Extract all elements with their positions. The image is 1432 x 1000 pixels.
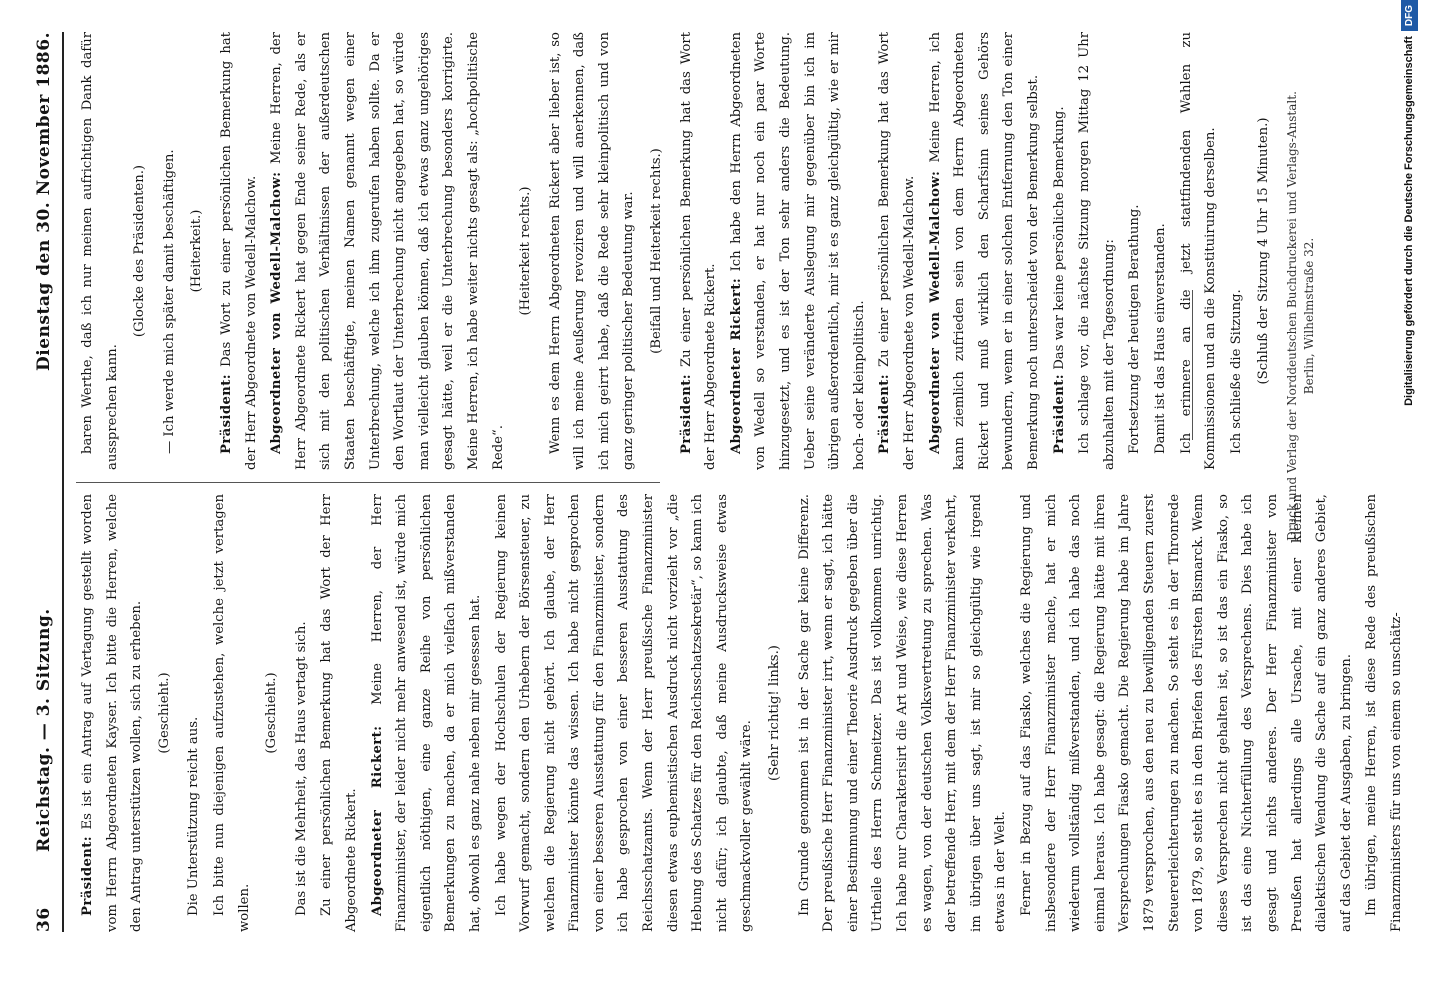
paragraph-text: Es ist ein Antrag auf Vertagung gestellt worden vom Herrn Abgeordneten Kayser. Ich bitte die Herren, welche den Antrag unterstützen wollen, sich zu erheben. xyxy=(80,494,145,932)
paragraph-text: (Sehr richtig! links.) xyxy=(767,645,783,781)
paragraph xyxy=(793,494,1014,932)
paragraph xyxy=(260,494,285,932)
paragraph-text: (Schluß der Sitzung 4 Uhr 15 Minuten.) xyxy=(1256,117,1272,385)
paragraph-text: baren Werthe, daß ich nur meinen aufrichtigen Dank dafür aussprechen kann. xyxy=(80,32,120,470)
paragraph-text: (Geschieht.) xyxy=(156,672,172,754)
paragraph-text: Ich erinnere an die jetzt stattfindenden Wahlen zu Kommissionen und an die Konstituirung derselben. xyxy=(1178,32,1219,470)
paragraph-text: Zu einer persönlichen Bemerkung hat das Wort der Herr Abgeordnete von Wedell-Malchow. xyxy=(877,32,917,470)
paragraph xyxy=(215,32,264,470)
paragraph xyxy=(1175,32,1224,470)
closing-rule xyxy=(1192,290,1193,440)
paragraph xyxy=(924,32,1047,470)
paragraph xyxy=(725,32,873,470)
speaker-name: Abgeordneter Rickert: xyxy=(728,277,744,454)
digitization-text: Digitalisierung gefördert durch die Deutsche Forschungsgemeinschaft xyxy=(1403,36,1415,406)
speaker-name: Präsident: xyxy=(80,835,95,916)
paragraph xyxy=(153,494,178,932)
paragraph-text: Wenn es dem Herrn Abgeordneten Rickert aber lieber ist, so will ich meine Aeußerung revoziren und will anerkennen, daß ich mich geirrt habe, daß die Rede sehr kleinpolitisch und von ganz geringer politischer Bedeutung war. xyxy=(547,32,637,470)
paragraph xyxy=(873,32,922,470)
paragraph xyxy=(1252,32,1277,470)
paragraph xyxy=(675,32,724,470)
paragraph-text: Meine Herren, ich kann ziemlich zufrieden sein von dem Herrn Abgeordneten Rickert und muß wirklich den Scharfsinn seines Gehörs bewundern, wenn er in einer solchen Entfernung den Ton einer Bemerkung noch unterscheidet von der Bemerkung selbst. xyxy=(927,32,1041,470)
right-column xyxy=(76,32,1272,470)
digitization-note xyxy=(1398,0,1420,690)
imprint-line: Druck und Verlag der Norddeutschen Buchdruckerei und Verlags-Anstalt. xyxy=(1285,91,1299,541)
column-divider xyxy=(76,482,660,483)
paragraph-text: Fortsetzung der heutigen Berathung. xyxy=(1127,204,1143,454)
paragraph xyxy=(1225,32,1250,470)
paragraph xyxy=(544,32,642,470)
paragraph xyxy=(645,32,670,470)
paragraph-text: Im Grunde genommen ist in der Sache gar keine Differenz. Der preußische Herr Finanzminister irrt, wenn er sagt, ich hätte einer Bestimmung und einer Theorie Ausdruck gegeben über die Urtheile des Herrn Schmeitzer. Das ist vollkommen unrichtig. Ich habe nur Charakterisirt die Art und Weise, wie diese Herren es wagen, von der deutschen Volksvertretung zu sprechen. Was der betreffende Herr, mit dem der Herr Finanzminister verkehrt, im übrigen über uns sagt, ist mir so gleichgültig wie irgend etwas in der Welt. xyxy=(796,494,1009,932)
paragraph-text: Das war keine persönliche Bemerkung. xyxy=(1051,106,1067,374)
imprint-line: Berlin, Wilhelmstraße 32. xyxy=(1302,237,1316,395)
paragraph-text: — Ich werde mich später damit beschäftigen. xyxy=(161,149,177,454)
paragraph xyxy=(490,494,761,932)
paragraph-text: Ferner in Bezug auf das Fiasko, welches die Regierung und insbesondere der Herr Finanzminister mache, hat er mich wiederum vollständig mißverstanden, und ich habe das noch einmal heraus. Ich habe gesagt: die Regierung hätte mit ihren Versprechungen Fiasko gemacht. Die Regierung habe im Jahre 1879 versprochen, aus den neu zu bewilligenden Steuern zuerst Steuererleichterungen zu machen. So steht es in der Thronrede von 1879, so steht es in den Briefen des Fürsten Bismarck. Wenn dieses Versprechen nicht gehalten ist, so ist das ein Fiasko, so ist das eine Nichterfüllung des Versprechens. Dies habe ich gesagt und nichts anderes. Der Herr Finanzminister von Preußen hat allerdings alle Ursache, mit einer kleinen dialektischen Wendung die Sache auf ein ganz anderes Gebiet, auf das Gebiet der Ausgaben, zu bringen. xyxy=(1018,494,1354,932)
paragraph xyxy=(208,494,257,932)
paragraph-text: Zu einer persönlichen Bemerkung hat das Wort der Herr Abgeordnete Rickert. xyxy=(678,32,719,470)
paragraph-text: Das Wort zu einer persönlichen Bemerkung hat der Herr Abgeordnete von Wedell-Malchow. xyxy=(218,32,259,470)
paragraph xyxy=(514,32,539,470)
paragraph-text: (Heiterkeit.) xyxy=(189,209,205,293)
paragraph xyxy=(185,32,210,470)
paragraph-text: (Beifall und Heiterkeit rechts.) xyxy=(649,148,665,354)
running-head xyxy=(30,32,62,932)
paragraph-text: (Heiterkeit rechts.) xyxy=(518,186,534,316)
paragraph-text: Ich schließe die Sitzung. xyxy=(1228,289,1244,454)
paragraph xyxy=(763,494,788,932)
header-rule xyxy=(62,32,64,932)
dfg-logo: DFG xyxy=(1401,0,1418,31)
paragraph xyxy=(76,494,150,932)
paragraph xyxy=(128,32,153,470)
page-title: Reichstag. — 3. Sitzung. xyxy=(34,608,54,852)
paragraph-text: Ich schlage vor, die nächste Sitzung morgen Mittag 12 Uhr abzuhalten mit der Tagesordnung: xyxy=(1077,32,1117,470)
speaker-name: Präsident: xyxy=(1051,373,1067,454)
page-number: 36 xyxy=(34,907,54,932)
paragraph xyxy=(158,32,183,470)
paragraph-text: Das ist die Mehrheit, das Haus vertagt sich. xyxy=(293,621,309,916)
session-date: Dienstag den 30. November 1886. xyxy=(34,32,54,371)
speaker-name: Präsident: xyxy=(678,373,694,454)
paragraph xyxy=(1048,32,1073,470)
paragraph-text: Ich habe wegen der Hochschulen der Regierung keinen Vorwurf gemacht, sondern den Urhebern der Börsensteuer, zu welchen die Regierung nicht gehört. Ich glaube, der Herr Finanzminister könnte das wissen. Ich habe nicht gesprochen von einer besseren Ausstattung für den Finanzminister, sondern ich habe gesprochen von einer besseren Ausstattung des Reichsschatzamts. Wenn der Herr preußische Finanzminister diesen etwas euphemistischen Ausdruck nicht vorzieht vor „die Hebung des Schatzes für den Reichsschatzsekretär“, so kann ich nicht dafür; ich glaubte, daß meine Ausdrucksweise etwas geschmackvoller gewählt wäre. xyxy=(493,494,755,932)
paragraph-text: (Glocke des Präsidenten.) xyxy=(132,164,148,338)
printer-imprint xyxy=(1284,32,1318,600)
paragraph xyxy=(1149,32,1174,470)
paragraph-text: Meine Herren, der Herr Abgeordnete Rickert hat gegen Ende seiner Rede, als er sich mit den politischen Verhältnissen der außerdeutschen Staaten beschäftigte, meinen Namen genannt wegen einer Unterbrechung, welche ich ihm zugerufen haben sollte. Da er den Wortlaut der Unterbrechung nicht angegeben hat, so würde man vielleicht glauben können, daß ich etwas ganz ungehöriges gesagt hätte, weil er die Unterbrechung besonders korrigirte. Meine Herren, ich habe weiter nichts gesagt als: „hochpolitische Rede“. xyxy=(269,32,506,470)
paragraph-text: (Geschieht.) xyxy=(264,672,280,754)
speaker-name: Präsident: xyxy=(218,373,234,454)
paragraph xyxy=(315,494,364,932)
paragraph-text: Die Unterstützung reicht aus. xyxy=(186,716,202,916)
paragraph xyxy=(265,32,511,470)
paragraph-text: Ich habe den Herrn Abgeordneten von Wedell so verstanden, er hat nur noch ein paar Worte hinzugesetzt, und es ist der Ton sehr anders die Bedeutung. Ueber seine veränderte Auslegung mir gegenüber bin ich im übrigen außerordentlich, mir ist es ganz gleichgültig, wie er mir hoch- oder kleinpolitisch. xyxy=(728,32,867,470)
speaker-name: Abgeordneter von Wedell-Malchow: xyxy=(927,170,943,454)
paragraph-text: Ich bitte nun diejenigen aufzustehen, welche jetzt vertagen wollen. xyxy=(211,494,252,932)
paragraph-text: Im übrigen, meine Herren, ist diese Rede des preußischen Finanzministers für uns von einem so unschätz- xyxy=(1364,494,1404,932)
paragraph xyxy=(290,494,315,932)
paragraph-text: Zu einer persönlichen Bemerkung hat das Wort der Herr Abgeordnete Rickert. xyxy=(319,494,359,932)
paragraph xyxy=(1073,32,1122,470)
speaker-name: Abgeordneter von Wedell-Malchow: xyxy=(269,171,285,454)
left-column xyxy=(76,494,1404,932)
speaker-name: Präsident: xyxy=(877,373,893,454)
speaker-name: Abgeordneter Rickert: xyxy=(369,725,385,916)
paragraph xyxy=(76,32,125,470)
paragraph xyxy=(1123,32,1148,470)
paragraph xyxy=(366,494,489,932)
paragraph xyxy=(182,494,207,932)
paragraph-text: Meine Herren, der Herr Finanzminister, der leider nicht mehr anwesend ist, würde mich eigentlich nöthigen, eine ganze Reihe von persönlichen Bemerkungen zu machen, da er mich vielfach mißverstanden hat, obwohl es ganz nahe neben mir gesessen hat. xyxy=(369,494,483,932)
paragraph-text: Damit ist das Haus einverstanden. xyxy=(1152,223,1168,454)
